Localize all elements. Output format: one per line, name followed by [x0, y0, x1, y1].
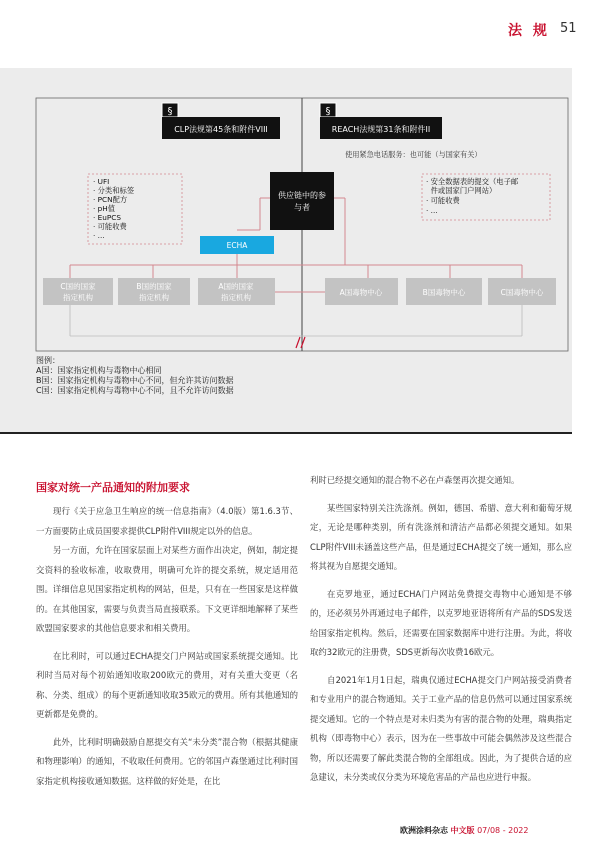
reach-requirement-item: · 可能收费 — [426, 196, 460, 205]
svg-text:A国毒物中心: A国毒物中心 — [339, 288, 383, 297]
issue-date: 07/08 - 2022 — [477, 826, 529, 835]
echa-box — [200, 236, 274, 254]
article-paragraph: 另一方面，允许在国家层面上对某些方面作出决定，例如，制定提交资料的验收标准，收取费用，明确可允许的提交系统，规定适用范围。详细信息见国家指定机构的网站，但是，只有在一些国家是这样做的。在其他国家，需要与负责当局直接联系。下文更详细地解释了某些欧盟国家要求的其他信息要求和相关费用。 — [36, 545, 298, 633]
svg-text:C国毒物中心: C国毒物中心 — [500, 288, 544, 297]
svg-text:指定机构: 指定机构 — [221, 293, 251, 302]
svg-text:B国的国家: B国的国家 — [136, 282, 172, 291]
svg-text:指定机构: 指定机构 — [63, 293, 93, 302]
clp-section-symbol: § — [167, 106, 173, 117]
reach-box-label: REACH法规第31条和附件II — [331, 125, 431, 134]
article-paragraph: 利时已经提交通知的混合物不必在卢森堡再次提交通知。 — [310, 475, 520, 485]
clp-requirement-item: · PCN配方 — [93, 195, 128, 204]
poison-centre-b — [406, 278, 482, 305]
supply-chain-actor-label: 供应链中的参 — [278, 191, 326, 200]
reach-regulation-box — [320, 103, 442, 139]
clp-requirement-item: · EuPCS — [93, 213, 122, 222]
reach-emergency-note: 使用紧急电话服务：也可能（与国家有关） — [345, 150, 482, 159]
reach-requirement-item: · ... — [426, 206, 438, 215]
reach-requirements-items — [426, 177, 519, 215]
poison-centre-c — [488, 278, 556, 305]
article-paragraph: 在克罗地亚，通过ECHA门户网站免费提交毒物中心通知是不够的，还必须另外再通过电子邮件，以克罗地亚语将所有产品的SDS发送给国家指定机构。然后，还需要在国家数据库中进行注册。为此，将收取约32欧元的注册费，SDS更新每次收费16欧元。 — [310, 588, 572, 657]
clp-requirement-item: · pH值 — [93, 204, 116, 213]
section-title: 法 规 — [508, 23, 550, 39]
supply-chain-actor-box — [270, 172, 334, 230]
clp-requirement-item: · 可能收费 — [93, 222, 127, 231]
reach-requirement-item: 件或国家门户网站） — [426, 186, 497, 195]
article-paragraph: 在比利时，可以通过ECHA提交门户网站或国家系统提交通知。比利时当局对每个初始通知收取200欧元的费用，对有关重大变更（名称、分类、组成）的每个更新通知收取35欧元的费用。所有其他通知的更新都是免费的。 — [36, 650, 298, 719]
clp-box-label: CLP法规第45条和附件VIII — [174, 125, 268, 134]
article-paragraph: 某些国家特别关注洗涤剂。例如，德国、希腊、意大利和葡萄牙规定，无论是哪种类别，所有洗涤剂和清洁产品都必须提交通知。如果CLP附件VIII未涵盖这些产品，但是通过ECHA提交了统一通知，那么应将其视为自愿提交通知。 — [310, 502, 572, 571]
national-appointed-body-c — [43, 278, 113, 305]
clp-regulation-box — [162, 103, 280, 139]
legend-heading: 图例： — [36, 356, 60, 365]
supply-chain-actor-label: 与者 — [294, 203, 310, 212]
legend-entry: C国：国家指定机构与毒物中心不同，且不允许访问数据 — [36, 386, 234, 395]
clp-requirement-item: · UFI — [93, 177, 110, 186]
page-number: 51 — [560, 21, 577, 36]
magazine-name: 欧洲涂料杂志 — [400, 826, 448, 835]
article-heading: 国家对统一产品通知的附加要求 — [36, 481, 190, 494]
clp-requirements-items — [93, 177, 135, 240]
national-appointed-body-a — [198, 278, 275, 305]
svg-text:C国的国家: C国的国家 — [60, 282, 96, 291]
page-footer — [400, 825, 528, 836]
poison-centre-a — [325, 278, 398, 305]
break-mark — [296, 337, 305, 348]
svg-text:指定机构: 指定机构 — [139, 293, 169, 302]
echa-label: ECHA — [226, 241, 248, 250]
article-left-column — [36, 502, 298, 791]
edition-label: 中文版 — [450, 826, 475, 835]
article-paragraph: 现行《关于应急卫生响应的统一信息指南》（4.0版）第1.6.3节、一方面要防止成员国要求提供CLP附件VIII规定以外的信息。 — [36, 506, 298, 536]
legend-entry: A国：国家指定机构与毒物中心相同 — [36, 366, 162, 375]
article-paragraph: 自2021年1月1日起，瑞典仅通过ECHA提交门户网站接受消费者和专业用户的混合物通知。关于工业产品的信息仍然可以通过国家系统提交通知。它的一个特点是对未归类为有害的混合物的处理，瑞典指定机构（即毒物中心）表示，因为在一些事故中可能会偶然涉及这些混合物，所以还需要了解此类混合物的全部组成。因此，为了提供合适的应急建议，未分类或仅分类为环境危害品的产品也应进行申报。 — [310, 674, 572, 782]
article-right-column — [310, 471, 572, 788]
national-appointed-body-b — [118, 278, 190, 305]
svg-text:A国的国家: A国的国家 — [218, 282, 254, 291]
article-paragraph: 此外，比利时明确鼓励自愿提交有关“未分类”混合物（根据其健康和物理影响）的通知，不收取任何费用。它的邻国卢森堡通过比利时国家指定机构接收通知数据。这样做的好处是，在比 — [36, 736, 298, 786]
clp-requirement-item: · ... — [93, 231, 105, 240]
reach-requirement-item: · 安全数据表的提交（电子邮 — [426, 177, 519, 186]
reach-section-symbol: § — [325, 106, 331, 117]
svg-text:B国毒物中心: B国毒物中心 — [422, 288, 466, 297]
legend-entry: B国：国家指定机构与毒物中心不同，但允许其访问数据 — [36, 376, 234, 385]
feedback-connectors — [70, 305, 522, 336]
clp-requirement-item: · 分类和标签 — [93, 186, 135, 195]
